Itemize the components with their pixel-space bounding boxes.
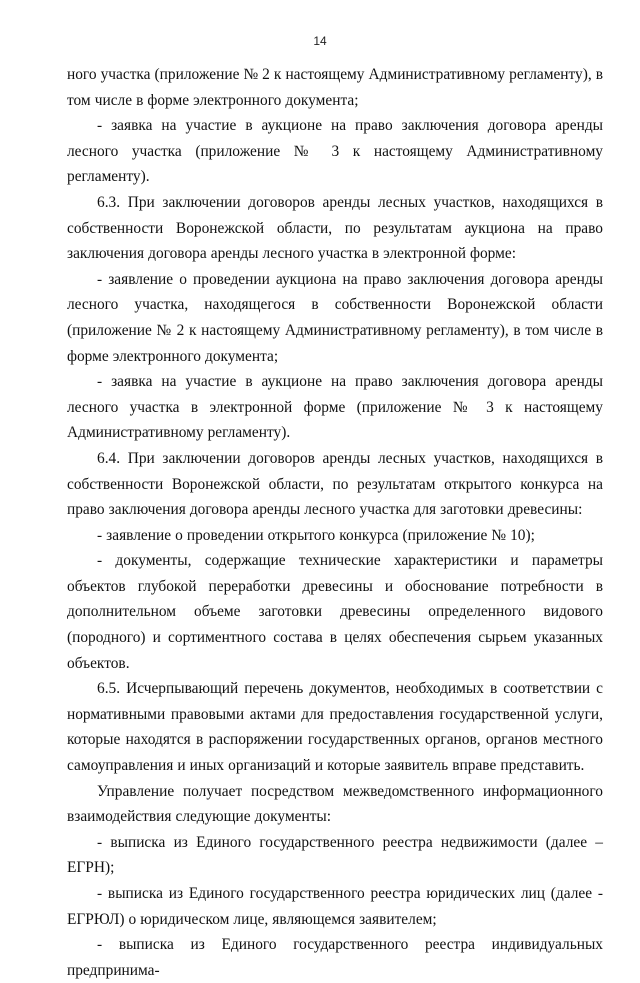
paragraph-5: - заявка на участие в аукционе на право заключения договора аренды лесного участка в электронной форме (приложение № 3 к настоящему Административному регламенту). — [67, 373, 603, 442]
paragraph-2: - заявка на участие в аукционе на право заключения договора аренды лесного участка (приложение № 3 к настоящему Административному регламенту). — [67, 117, 603, 186]
paragraph-9: 6.5. Исчерпывающий перечень документов, необходимых в соответствии с нормативными правовыми актами для предоставления государственной услуги, которые находятся в распоряжении государственных органов, органов местного самоуправления и иных организаций и которые заявитель вправе представить. — [67, 680, 603, 775]
paragraph-6: 6.4. При заключении договоров аренды лесных участков, находящихся в собственности Воронежской области, по результатам открытого конкурса на право заключения договора аренды лесного участка для заготовки древесины: — [67, 449, 603, 519]
paragraph-1: ного участка (приложение № 2 к настоящему Административному регламенту), в том числе в форме электронного документа; — [67, 66, 604, 109]
document-body — [67, 62, 603, 983]
paragraph-4: - заявление о проведении аукциона на право заключения договора аренды лесного участка, находящегося в собственности Воронежской области (приложение № 2 к настоящему Административному регламенту), в том числе в форме электронного документа; — [67, 270, 603, 365]
page-number: 14 — [313, 34, 327, 48]
paragraph-12: - выписка из Единого государственного реестра юридических лиц (далее - ЕГРЮЛ) о юридическом лице, являющемся заявителем; — [67, 885, 603, 928]
paragraph-8: - документы, содержащие технические характеристики и параметры объектов глубокой переработки древесины и обоснование потребности в дополнительном объеме заготовки древесины определенного видового (породного) и сортиментного состава в целях обеспечения сырьем указанных объектов. — [67, 552, 603, 672]
paragraph-3: 6.3. При заключении договоров аренды лесных участков, находящихся в собственности Воронежской области, по результатам аукциона на право заключения договора аренды лесного участка в электронной форме: — [67, 193, 603, 263]
paragraph-11: - выписка из Единого государственного реестра недвижимости (далее – ЕГРН); — [67, 833, 603, 877]
paragraph-13: - выписка из Единого государственного реестра индивидуальных предпринима- — [67, 936, 603, 979]
paragraph-7: - заявление о проведении открытого конкурса (приложение № 10); — [97, 526, 535, 544]
paragraph-10: Управление получает посредством межведомственного информационного взаимодействия следующие документы: — [67, 782, 603, 826]
